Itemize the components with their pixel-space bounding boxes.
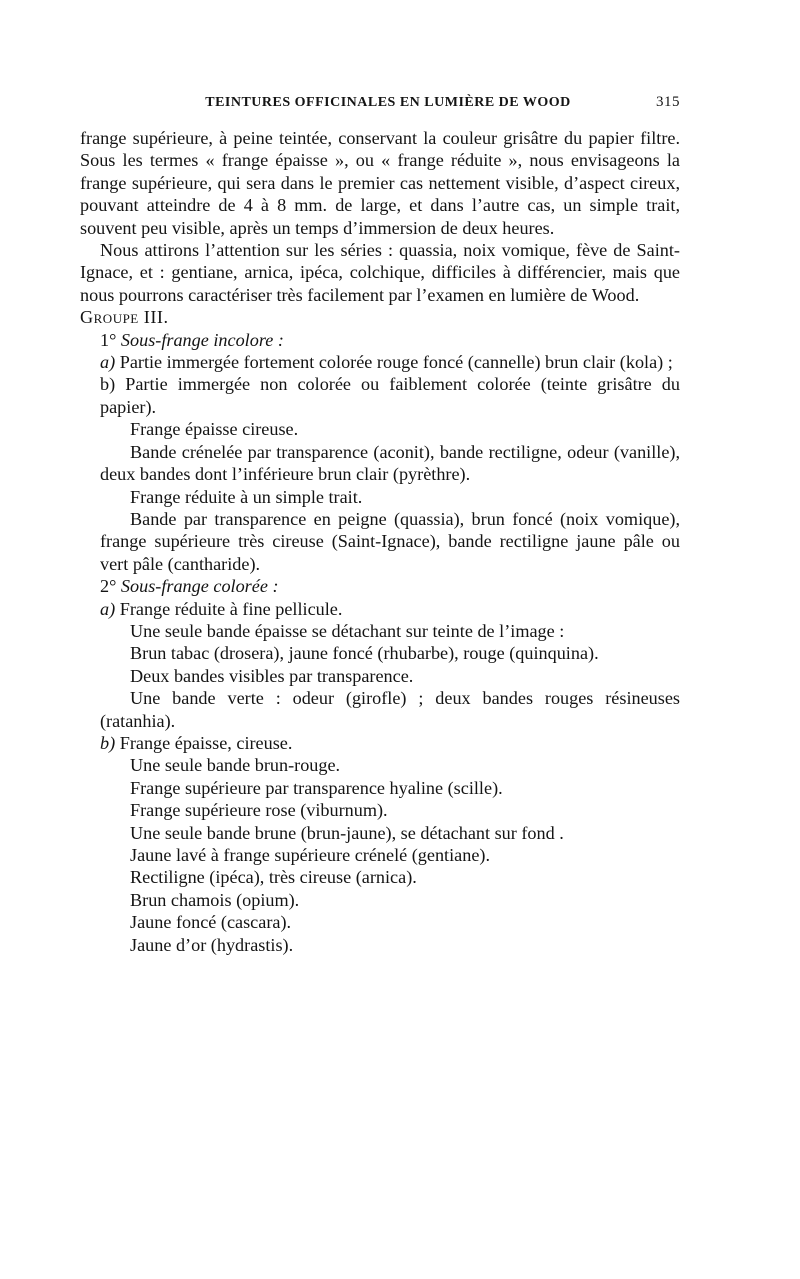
subsection-2-number: 2° [100, 576, 117, 597]
line-deux-bandes: Deux bandes visibles par transparence. [130, 665, 414, 686]
line-bande-verte: Une bande verte : odeur (girofle) ; deux bandes rouges résineuses (ratanhia). [100, 688, 680, 731]
line-jaune-lave: Jaune lavé à frange supérieure crénelé (gentiane). [130, 845, 491, 865]
paragraph-continuation: frange supérieure, à peine teintée, conservant la couleur grisâtre du papier filtre. Sous les termes « frange épaisse », ou « frange réduite », nous envisageons la frange supérieure, qui sera dans le premier cas nettement visible, d’aspect cireux, pouvant atteindre de 4 à 8 mm. de large, et dans l’autre cas, un simple trait, souvent peu visible, après un temps d’immersion de deux heures. [80, 128, 680, 238]
item-b2-text: Frange épaisse, cireuse. [119, 732, 293, 753]
item-a [80, 351, 680, 373]
item-a2-text: Frange réduite à fine pellicule. [119, 598, 343, 619]
subsection-2-title: Sous-frange colorée : [120, 576, 279, 597]
item-a-text: Partie immergée fortement colorée rouge foncé (cannelle) brun clair (kola) ; [119, 352, 673, 373]
line-frange-reduite: Frange réduite à un simple trait. [130, 486, 363, 507]
line-jaune-fonce: Jaune foncé (cascara). [130, 912, 292, 933]
subsection-2-heading [80, 575, 680, 597]
line-une-seule-bande-epaisse: Une seule bande épaisse se détachant sur teinte de l’image : [130, 620, 565, 641]
subsection-1-title: Sous-frange incolore : [120, 329, 284, 350]
item-b2-label: b) [100, 732, 116, 753]
item-b2 [80, 732, 680, 754]
line-bande-peigne: Bande par transparence en peigne (quassia), brun foncé (noix vomique), frange supérieure très cireuse (Saint-Ignace), bande rectiligne jaune pâle ou vert pâle (cantharide). [100, 508, 680, 574]
item-b [80, 373, 680, 418]
line-brun-rouge: Une seule bande brun-rouge. [130, 755, 341, 776]
item-a-label: a) [100, 352, 116, 373]
line-brun-chamois: Brun chamois (opium). [130, 889, 300, 910]
line-bande-crenelee: Bande crénelée par transparence (aconit), bande rectiligne, odeur (vanille), deux bandes dont l’inférieure brun clair (pyrèthre). [100, 441, 680, 485]
line-brune: Une seule bande brune (brun-jaune), se détachant sur fond . [130, 822, 564, 843]
line-rectiligne: Rectiligne (ipéca), très cireuse (arnica). [130, 867, 417, 888]
page-number: 315 [656, 94, 680, 110]
item-b-text: Partie immergée non colorée ou faiblement colorée (teinte grisâtre du papier). [100, 374, 680, 417]
item-a2 [80, 598, 680, 620]
subsection-1-heading [80, 329, 680, 351]
page-body [80, 127, 680, 956]
subsection-1-number: 1° [100, 329, 117, 350]
line-frange-epaisse: Frange épaisse cireuse. [130, 419, 299, 440]
paragraph-series: Nous attirons l’attention sur les séries : quassia, noix vomique, fève de Saint-Ignace, et : gentiane, arnica, ipéca, colchique, difficiles à différencier, mais que nous pourrons caractériser très facilement par l’examen en lumière de Wood. [80, 240, 680, 305]
line-jaune-dor: Jaune d’or (hydrastis). [130, 934, 294, 955]
line-rose: Frange supérieure rose (viburnum). [130, 800, 388, 821]
item-a2-label: a) [100, 598, 116, 619]
section-heading: Groupe III. [80, 307, 169, 328]
item-b-label: b) [100, 374, 116, 395]
running-header [80, 94, 680, 111]
running-title: TEINTURES OFFICINALES EN LUMIÈRE DE WOOD [205, 95, 571, 110]
line-hyaline: Frange supérieure par transparence hyaline (scille). [130, 777, 503, 798]
line-brun-tabac: Brun tabac (drosera), jaune foncé (rhubarbe), rouge (quinquina). [130, 643, 599, 664]
